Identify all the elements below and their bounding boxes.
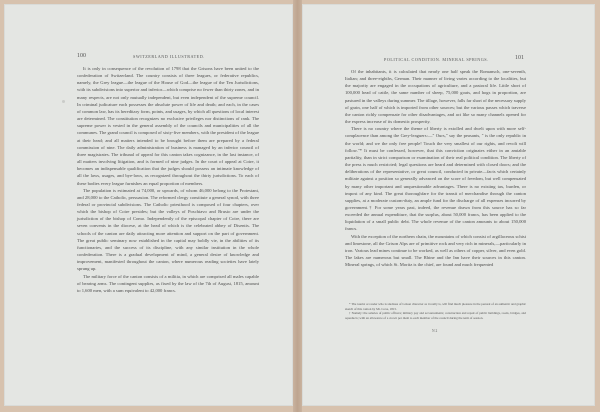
paragraph: There is no country where the theme of liberty is extolled and dwelt upon with more self-complacence than among the Grey-leaguers:—" Ours," say the peasants, " is the only republic in the world; and we the only free people! Touch the very smallest of our rights, and revolt will follow."* It must be confessed, however, that this conviction originates either in an amiable partiality, than in strict comparison or examination of their real political condition. The liberty of the press is much restricted; legal questions are heard and determined with closed doors; and the deliberations of the representative, or great council, conducted in private—facts which certainly militate against a position so generally advanced on the score of freedom, but well compensated by many other important and unquestionable advantages. There is no existing tax, burden, or impost of any kind. The great thoroughfare for the transit of merchandise through the canton supplies, at a moderate custom-duty, an ample fund for the discharge of all expenses incurred by government.† For some years past, indeed, the revenue drawn from this source has so far exceeded the annual expenditure, that the surplus, about 50,000 francs, has been applied to the liquidation of a small public debt. The whole revenue of the canton amounts to about 150,000 francs. <box>345 126 526 232</box>
right-page-number: 101 <box>515 55 524 61</box>
right-body-text <box>345 68 526 268</box>
paragraph: With the exception of the northern chain, the mountains of which consist of argillaceous schist and limestone, all the Grison Alps are of primitive rock and very rich in minerals,—particularly in iron. Various lead mines continue to be worked, as well as others of copper, silver, and even gold. The lakes are numerous but small. The Rhine and the Inn have their sources in this canton. Mineral springs, of which St. Moritz is the chief, are found and much frequented <box>345 233 526 268</box>
paragraph: It is only in consequence of the revolution of 1798 that the Grisons have been united to the confederation of Switzerland. The country consists of three leagues, or federative republics, namely, the Grey league—the league of the House of God—the league of the Ten Jurisdictions, with its subdivisions into superior and inferior—which comprise no fewer than thirty zones, and in many respects, are not only mutually independent, but even independent of the supreme council. In criminal judicature each possesses the absolute power of life and death; and each, in the cases of common law, has its hereditary form, points, and usages, by which all questions of local interest are determined. The constitution recognizes no exclusive privileges nor distinctions of rank. The supreme power is vested in the general assembly of the councils and municipalities of all the communes. The grand council is composed of sixty-five members, with the president of the league at their head; and all matters intended to be brought before them are prepared by a federal commission of nine. The daily administration of business is managed by an inferior council of three magistrates. The tribunal of appeal for this canton takes cognizance, in the last instance, of all matters involving litigation, and is formed of nine judges. In the court of appeal at Coire, it becomes an indispensable qualification that the judges should possess an intimate knowledge of all the laws, usages, and bye-laws, as recognized throughout the thirty jurisdictions. To each of these bodies every league furnishes an equal proportion of members. <box>77 66 259 186</box>
printer-signature-mark: N 2 <box>432 329 438 333</box>
left-page <box>4 4 293 406</box>
paragraph: The population is estimated at 74,000, or upwards, of whom 46,000 belong to the Protestant, and 28,000 to the Catholic, persuasion. The reformed clergy constitute a general synod, with three federal or provincial subdivisions. The Catholic priesthood is composed of four chapters, over which the bishop of Coire presides; but the valleys of Poschiavo and Brusio are under the jurisdiction of the bishop of Como. Independently of the episcopal chapter of Coire, there are seven convents in the diocese, at the head of which is the celebrated abbey of Disentis. The schools of the canton are daily attracting more attention and support on the part of government. The great public seminary now established in the capital may boldly vie, in the abilities of its functionaries, and the success of its discipline, with any similar institution in the whole confederation. There is a gradual development of mind, a general desire of knowledge and improvement, manifested throughout the canton, where numerous reading societies have lately sprung up. <box>77 187 259 272</box>
paragraph: The military force of the canton consists of a militia, in which are comprised all males capable of bearing arms. The contingent supplies, as fixed by the law of the 7th of August, 1815, amount to 1,600 men, with a sum equivalent to 42,000 francs. <box>77 273 259 293</box>
left-running-head: SWITZERLAND ILLUSTRATED. <box>133 54 205 59</box>
paragraph: Of the inhabitants, it is calculated that nearly one half speak the Romansch, one-seventh, Italian; and three-eighths, German. Their manner of living varies according to the localities, but the majority are engaged in the occupations of agriculture, and a pastoral life. Little short of 100,000 head of cattle, the same number of sheep, 75,000 goats, and hogs in proportion, are pastured in the valleys during summer. The tillage, however, falls far short of the necessary supply of grain, one half of which is imported from other sources; but the various passes which traverse the canton richly compensate for other disadvantages, and act like so many channels opened for the express increase of its domestic prosperity. <box>345 69 526 125</box>
footnotes <box>345 302 526 320</box>
left-body-text <box>77 65 259 294</box>
footnote: * The tourist or reader who is studious of Grison character as it really is, will find much pleasure in the perusal of an authentic and graphic sketch of this canton by Mr. Coxe, 1815. <box>345 302 526 311</box>
right-running-head: POLITICAL CONDITION. MINERAL SPRINGS. <box>384 57 489 62</box>
paper-blemish <box>62 100 65 103</box>
book-gutter <box>293 0 302 412</box>
right-page <box>302 4 595 406</box>
footnote: † Namely: the salaries of public officers; military pay and accoutrements; construction and repair of public buildings, roads, bridges, and aqueducts; with an allowance of a crown per diem to each member of the council during the term of session. <box>345 311 526 320</box>
left-page-number: 100 <box>77 53 86 59</box>
